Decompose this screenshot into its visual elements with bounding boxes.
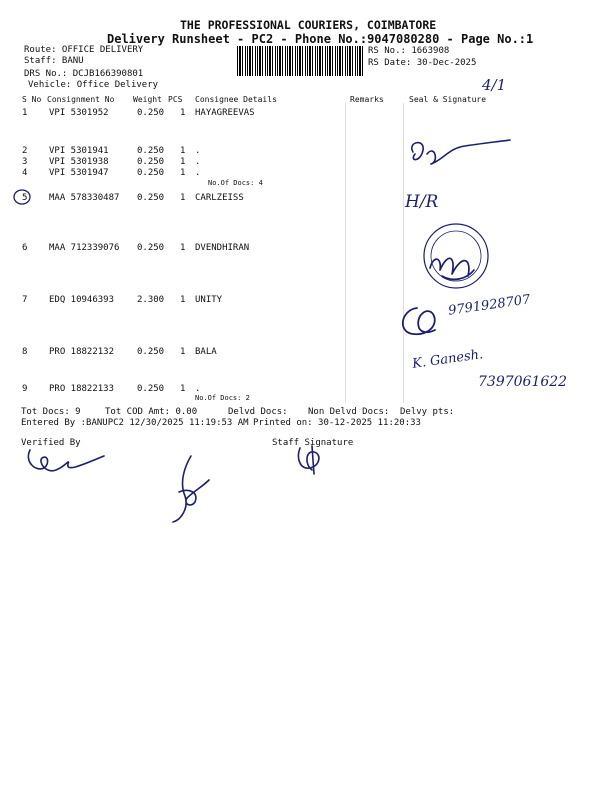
row-2-sno: 2 — [22, 146, 28, 156]
row-5-weight: 0.250 — [137, 193, 165, 203]
row-7-weight: 2.300 — [137, 295, 165, 305]
col-consignment: Consignment No — [47, 95, 115, 104]
entered-by: Entered By :BANUPC2 12/30/2025 11:19:53 AM — [21, 418, 249, 428]
row-8-sno: 8 — [22, 347, 28, 357]
row-1-consignment: VPI 5301952 — [49, 108, 109, 118]
printed-on: Printed on: 30-12-2025 11:20:33 — [253, 418, 421, 428]
row-1-consignee: HAYAGREEVAS — [195, 108, 255, 118]
row-1-pcs: 1 — [180, 108, 186, 118]
handwritten-phone2: 7397061622 — [478, 374, 568, 390]
row-4-consignment: VPI 5301947 — [49, 168, 109, 178]
row-2-weight: 0.250 — [137, 146, 165, 156]
row-2-consignment: VPI 5301941 — [49, 146, 109, 156]
col-remarks: Remarks — [350, 95, 384, 104]
row-6-consignee: DVENDHIRAN — [195, 243, 250, 253]
row-5-pcs: 1 — [180, 193, 186, 203]
row-2-consignee: . — [195, 146, 201, 156]
vehicle-label: Vehicle: Office Delivery — [28, 80, 159, 90]
row-9-pcs: 1 — [180, 384, 186, 394]
col-seal: Seal & Signature — [409, 95, 487, 104]
handwritten-name: K. Ganesh. — [411, 347, 485, 372]
row-8-consignment: PRO 18822132 — [49, 347, 115, 357]
row-5-consignment: MAA 578330487 — [49, 193, 120, 203]
row-9-consignee: . — [195, 384, 201, 394]
row-7-consignment: EDQ 10946393 — [49, 295, 115, 305]
barcode — [237, 46, 365, 76]
row-1-sno: 1 — [22, 108, 28, 118]
row-3-consignment: VPI 5301938 — [49, 157, 109, 167]
row-5-sno: 5 — [22, 193, 28, 203]
row-3-consignee: . — [195, 157, 201, 167]
row-3-pcs: 1 — [180, 157, 186, 167]
company-title: THE PROFESSIONAL COURIERS, COIMBATORE — [180, 18, 437, 32]
row-4-sno: 4 — [22, 168, 28, 178]
col-pcs: PCS — [168, 95, 183, 104]
row-4-weight: 0.250 — [137, 168, 165, 178]
row-7-pcs: 1 — [180, 295, 186, 305]
col-weight: Weight — [133, 95, 162, 104]
verified-by-signature — [20, 442, 110, 482]
staff-label: Staff: BANU — [24, 56, 84, 66]
non-delivered-docs: Non Delvd Docs: — [308, 407, 390, 417]
staff-signature-label: Staff Signature — [272, 438, 354, 448]
row-4-consignee: . — [195, 168, 201, 178]
col-consignee: Consignee Details — [195, 95, 277, 104]
row-6-pcs: 1 — [180, 243, 186, 253]
signature-row1 — [405, 132, 515, 177]
col-sno: S No — [22, 95, 42, 104]
verified-by-label: Verified By — [21, 438, 81, 448]
row-4-pcs: 1 — [180, 168, 186, 178]
total-cod: Tot COD Amt: 0.00 — [105, 407, 198, 417]
row-3-sno: 3 — [22, 157, 28, 167]
row-8-weight: 0.250 — [137, 347, 165, 357]
row-8-consignee: BALA — [195, 347, 217, 357]
circled-mark-icon — [13, 188, 33, 208]
row-7-consignee: UNITY — [195, 295, 223, 305]
handwritten-page-note: 4/1 — [482, 76, 507, 94]
row-9-consignment: PRO 18822133 — [49, 384, 115, 394]
row-3-weight: 0.250 — [137, 157, 165, 167]
total-docs: Tot Docs: 9 — [21, 407, 81, 417]
rs-date: RS Date: 30-Dec-2025 — [368, 58, 477, 68]
row-7-sno: 7 — [22, 295, 28, 305]
delivery-points: Delvy pts: — [400, 407, 455, 417]
row-9-sno: 9 — [22, 384, 28, 394]
delivered-docs: Delvd Docs: — [228, 407, 288, 417]
signature-row7 — [395, 302, 455, 342]
runsheet-title: Delivery Runsheet - PC2 - Phone No.:9047080280 - Page No.:1 — [107, 32, 534, 46]
rs-number: RS No.: 1663908 — [368, 46, 450, 56]
company-seal-stamp — [412, 218, 502, 298]
row-6-sno: 6 — [22, 243, 28, 253]
staff-signature — [292, 442, 337, 477]
handwritten-phone1: 9791928707 — [447, 292, 532, 319]
handwritten-hr: H/R — [405, 192, 439, 212]
row-1-weight: 0.250 — [137, 108, 165, 118]
docs-count-group2: No.Of Docs: 2 — [195, 394, 250, 402]
middle-signature — [165, 452, 215, 527]
docs-count-group1: No.Of Docs: 4 — [208, 179, 263, 187]
row-5-consignee: CARLZEISS — [195, 193, 244, 203]
row-6-weight: 0.250 — [137, 243, 165, 253]
seal-divider — [403, 103, 404, 403]
drs-number: DRS No.: DCJB166390801 — [24, 69, 144, 79]
row-2-pcs: 1 — [180, 146, 186, 156]
row-9-weight: 0.250 — [137, 384, 165, 394]
route-label: Route: OFFICE DELIVERY — [24, 45, 144, 55]
remarks-divider — [345, 103, 346, 403]
row-6-consignment: MAA 712339076 — [49, 243, 120, 253]
row-8-pcs: 1 — [180, 347, 186, 357]
